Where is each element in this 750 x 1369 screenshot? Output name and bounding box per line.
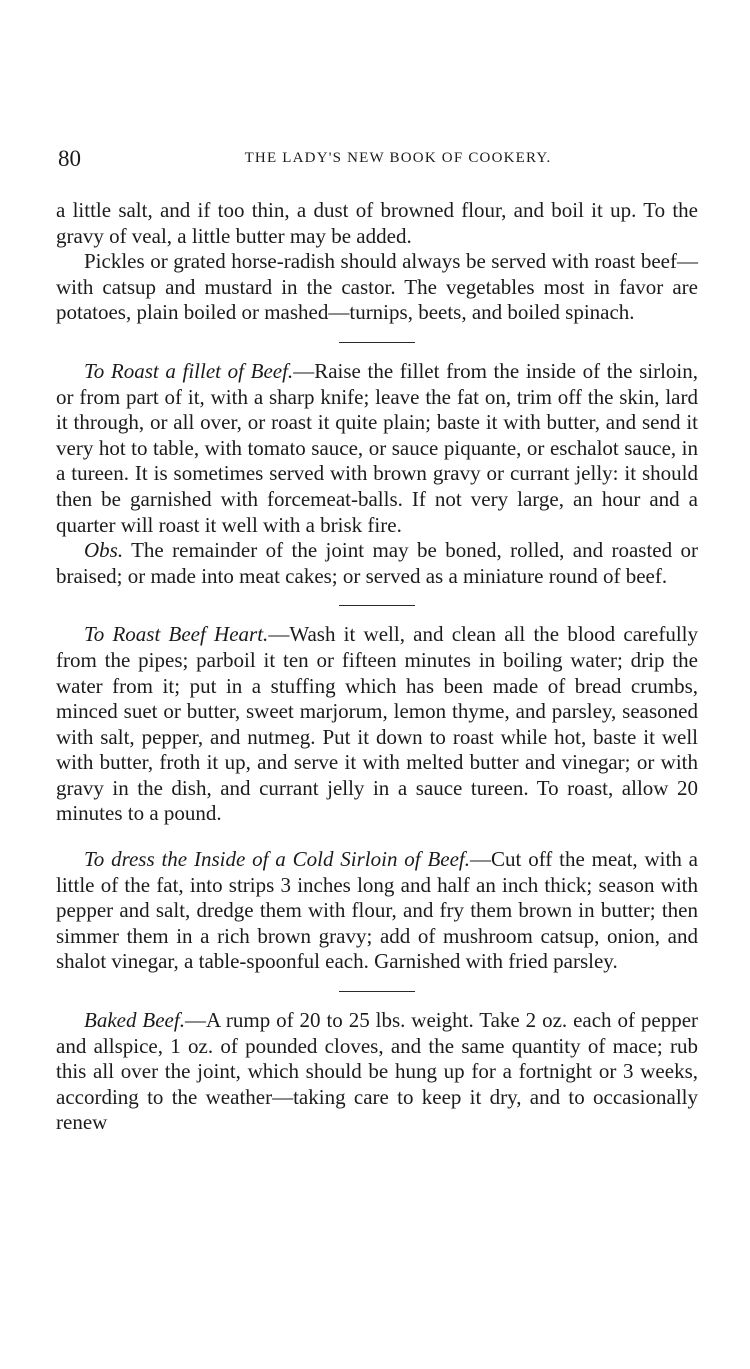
page-number: 80 <box>58 146 81 171</box>
paragraph-text: Pickles or grated horse-radish should always be served with roast beef—with catsup and mustard in the castor. The vegetables most in favor are potatoes, plain boiled or mashed—turnips, beets, and boiled spinach. <box>56 249 698 325</box>
recipe-title: To Roast Beef Heart. <box>84 622 269 647</box>
running-title: THE LADY'S NEW BOOK OF COOKERY. <box>244 150 552 166</box>
recipe-text: —A rump of 20 to 25 lbs. weight. Take 2 oz. each of pepper and allspice, 1 oz. of pounded cloves, and the same quantity of mace; rub this all over the joint, which should be hung up for a fortnight or 3 weeks, according to the weather—taking care to keep it dry, and to occasionally renew <box>56 1008 699 1135</box>
recipe-cold-sirloin <box>56 847 698 975</box>
paragraph-pickles <box>56 249 698 326</box>
recipe-title: To dress the Inside of a Cold Sirloin of Beef. <box>84 847 471 872</box>
page-body <box>56 198 698 1136</box>
observation-label: Obs. <box>84 538 124 563</box>
recipe-title: To Roast a fillet of Beef. <box>84 358 294 383</box>
recipe-roast-beef-heart <box>56 622 698 827</box>
spacer <box>56 827 698 847</box>
recipe-text: —Cut off the meat, with a little of the fat, into strips 3 inches long and half an inch thick; season with pepper and salt, dredge them with flour, and fry them brown in butter; then simmer them in a rich brown gravy; add of mushroom catsup, onion, and shalot vinegar, a table-spoonful each. Garnished with fried parsley. <box>56 847 698 974</box>
recipe-roast-fillet-of-beef <box>56 359 698 538</box>
recipe-title: Baked Beef. <box>84 1008 185 1033</box>
recipe-baked-beef <box>56 1008 698 1136</box>
section-divider <box>339 342 415 343</box>
section-divider <box>339 605 415 606</box>
section-divider <box>339 991 415 992</box>
observation-text: The remainder of the joint may be boned, rolled, and roasted or braised; or made into meat cakes; or served as a miniature round of beef. <box>56 538 698 588</box>
paragraph-continuation <box>56 198 698 249</box>
paragraph-text: a little salt, and if too thin, a dust of browned flour, and boil it up. To the gravy of veal, a little butter may be added. <box>56 198 698 248</box>
recipe-text: —Wash it well, and clean all the blood carefully from the pipes; parboil it ten or fifteen minutes in boiling water; drip the water from it; put in a stuffing which has been made of bread crumbs, minced suet or butter, sweet marjorum, lemon thyme, and parsley, seasoned with salt, pepper, and nutmeg. Put it down to roast while hot, baste it well with butter, froth it up, and serve it with melted butter and vinegar; or with gravy in the dish, and currant jelly in a sauce tureen. To roast, allow 20 minutes to a pound. <box>56 622 699 826</box>
recipe-text: —Raise the fillet from the inside of the sirloin, or from part of it, with a sharp knife; leave the fat on, trim off the skin, lard it through, or all over, or roast it quite plain; baste it with butter, and send it very hot to table, with tomato sauce, or sauce piquante, or eschalot sauce, in a tureen. It is sometimes served with brown gravy or currant jelly: it should then be garnished with forcemeat-balls. If not very large, an hour and a quarter will roast it well with a brisk fire. <box>56 358 698 537</box>
observation-note <box>56 538 698 589</box>
page-header <box>58 146 698 176</box>
